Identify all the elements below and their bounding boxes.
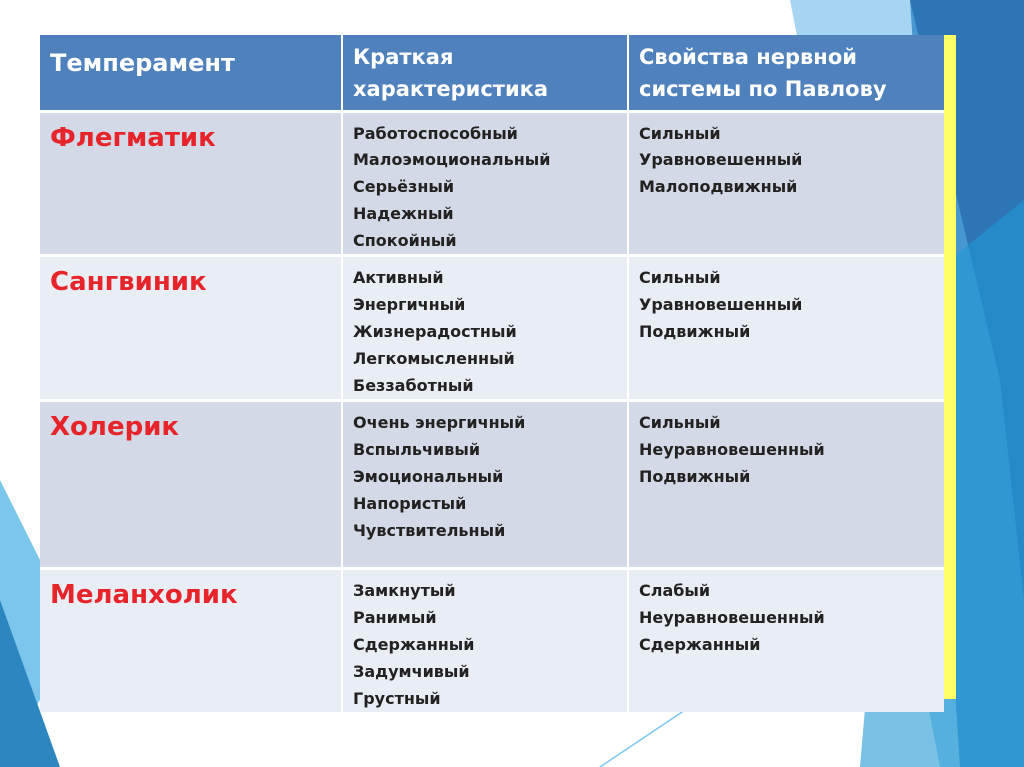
header-characteristics: Краткая характеристика <box>342 35 628 111</box>
nervous-system-item: Подвижный <box>639 467 751 487</box>
traits-cell <box>342 256 628 401</box>
trait-item: Беззаботный <box>353 375 474 395</box>
traits-cell <box>342 401 628 569</box>
nervous-system-cell <box>628 256 944 401</box>
temperament-name: Флегматик <box>40 111 342 256</box>
trait-item: Задумчивый <box>353 661 470 681</box>
temperament-table <box>40 35 944 712</box>
trait-item: Надежный <box>353 203 454 223</box>
trait-item: Малоэмоциональный <box>353 150 551 170</box>
header-row <box>40 35 944 111</box>
nervous-system-item: Неуравновешенный <box>639 440 825 460</box>
header-temperament: Темперамент <box>40 35 342 111</box>
header-nervous-system: Свойства нервной системы по Павлову <box>628 35 944 111</box>
trait-item: Работоспособный <box>353 123 518 143</box>
trait-item: Легкомысленный <box>353 348 515 368</box>
trait-item: Чувствительный <box>353 520 506 540</box>
trait-item: Спокойный <box>353 230 457 250</box>
trait-item: Серьёзный <box>353 177 455 197</box>
nervous-system-item: Сильный <box>639 413 721 433</box>
trait-item: Вспыльчивый <box>353 440 481 460</box>
temperament-name: Сангвиник <box>40 256 342 401</box>
trait-item: Эмоциональный <box>353 467 504 487</box>
temperament-name: Холерик <box>40 401 342 569</box>
nervous-system-item: Сильный <box>639 268 721 288</box>
trait-item: Сдержанный <box>353 635 475 655</box>
nervous-system-item: Сдержанный <box>639 635 761 655</box>
traits-cell <box>342 111 628 256</box>
trait-item: Активный <box>353 268 444 288</box>
nervous-system-cell <box>628 111 944 256</box>
nervous-system-cell <box>628 569 944 712</box>
table-row <box>40 111 944 256</box>
yellow-accent-bar <box>944 35 956 699</box>
table-row <box>40 256 944 401</box>
nervous-system-cell <box>628 401 944 569</box>
trait-item: Грустный <box>353 688 441 708</box>
trait-item: Напористый <box>353 493 467 513</box>
nervous-system-item: Неуравновешенный <box>639 608 825 628</box>
trait-item: Энергичный <box>353 295 466 315</box>
trait-item: Жизнерадостный <box>353 322 517 342</box>
nervous-system-item: Малоподвижный <box>639 177 798 197</box>
nervous-system-item: Слабый <box>639 581 711 601</box>
temperament-name: Меланхолик <box>40 569 342 712</box>
table-row <box>40 401 944 569</box>
temperament-table-container <box>40 35 944 708</box>
trait-item: Замкнутый <box>353 581 456 601</box>
nervous-system-item: Уравновешенный <box>639 150 803 170</box>
nervous-system-item: Сильный <box>639 123 721 143</box>
trait-item: Ранимый <box>353 608 437 628</box>
nervous-system-item: Уравновешенный <box>639 295 803 315</box>
nervous-system-item: Подвижный <box>639 322 751 342</box>
trait-item: Очень энергичный <box>353 413 526 433</box>
traits-cell <box>342 569 628 712</box>
table-row <box>40 569 944 712</box>
